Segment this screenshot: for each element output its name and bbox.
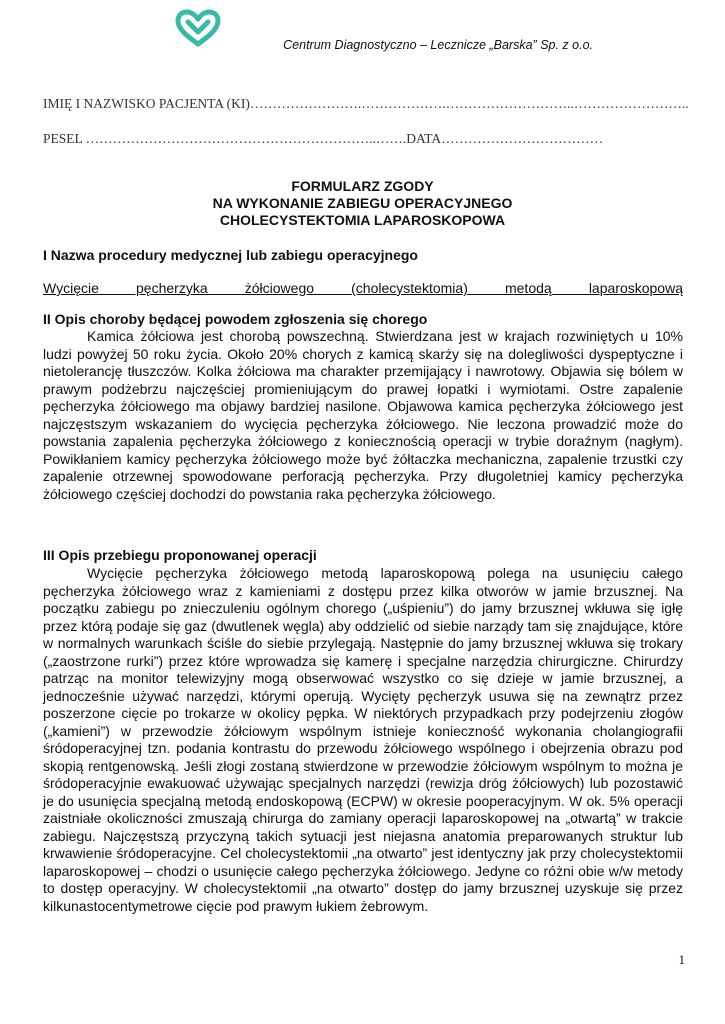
page-number: 1	[678, 952, 685, 967]
section-2-heading: II Opis choroby będącej powodem zgłoszenia się chorego	[43, 311, 428, 327]
section-1-heading: I Nazwa procedury medycznej lub zabiegu operacyjnego	[43, 247, 418, 263]
patient-name-field[interactable]: IMIĘ I NAZWISKO PACJENTA (KI)…………………….……………….………………………..……………………..	[43, 96, 689, 111]
center-name: Centrum Diagnostyczno – Lecznicze „Barska” Sp. z o.o.	[283, 38, 593, 52]
procedure-name: Wycięcie pęcherzyka żółciowego (cholecystektomia) metodą laparoskopową	[43, 280, 683, 296]
form-title-line-3: CHOLECYSTEKTOMIA LAPAROSKOPOWA	[219, 212, 506, 228]
form-title-line-1: FORMULARZ ZGODY	[291, 178, 434, 194]
form-title-line-2: NA WYKONANIE ZABIEGU OPERACYJNEGO	[212, 195, 513, 211]
heart-logo-icon	[172, 8, 224, 48]
disease-description: Kamica żółciowa jest chorobą powszechną. Stwierdzana jest w krajach rozwiniętych u 10% ludzi powyżej 50 roku życia. Około 20% chorych z kamicą skarży się na dolegliwości dyspeptyczne i nietolerancję tłuszczów. Kolka żółciowa ma charakter przemijający i nawrotowy. Objawia się bólem w prawym podżebrzu najczęściej promieniującym do prawej łopatki i wymiotami. Ostre zapalenie pęcherzyka żółciowego ma objawy bardziej nasilone. Objawowa kamica pęcherzyka żółciowego jest najczęstszym wskazaniem do wycięcia pęcherzyka żółciowego. Nie leczona prowadzić może do powstania zapalenia pęcherzyka żółciowego z koniecznością operacji w trybie doraźnym (nagłym). Powikłaniem kamicy pęcherzyka żółciowego może być żółtaczka mechaniczna, zapalenie trzustki czy zapalenie otrzewnej spowodowane perforacją pęcherzyka. Przy długoletniej kamicy pęcherzyka żółciowego częściej dochodzi do powstania raka pęcherzyka żółciowego.	[43, 328, 683, 502]
pesel-date-field[interactable]: PESEL ………………………………………………………..…….DATA………………………………	[43, 131, 604, 146]
form-title	[0, 178, 725, 229]
section-3-heading: III Opis przebiegu proponowanej operacji	[43, 547, 317, 563]
operation-description: Wycięcie pęcherzyka żółciowego metodą laparoskopową polega na usunięciu całego pęcherzyka żółciowego wraz z kamieniami z dostępu przez kilka otworów w jamie brzusznej. Na początku zabiegu po znieczuleniu ogólnym chorego („uśpieniu”) do jamy brzusznej wkłuwa się igłę przez którą podaje się gaz (dwutlenek węgla) aby oddzielić od siebie narządy tam się znajdujące, które w normalnych warunkach ściśle do siebie przylegają. Następnie do jamy brzusznej wkłuwa się trokary („zaostrzone rurki”) przez które wprowadza się kamerę i specjalne narzędzia chirurgiczne. Chirurdzy patrząc na monitor telewizyjny mogą obserwować wszystko co się dzieje w jamie brzusznej, a jednocześnie używać narzędzi, którymi operują. Wycięty pęcherzyk usuwa się na zewnątrz przez poszerzone cięcie po trokarze w okolicy pępka. W niektórych przypadkach przy podejrzeniu złogów („kamieni”) w przewodzie żółciowym wspólnym istnieje konieczność wykonania cholangiografii śródoperacyjnej tzn. podania kontrastu do przewodu żółciowego wspólnego i obejrzenia obrazu pod skopią rentgenowską. Jeśli złogi zostaną stwierdzone w przewodzie żółciowym wspólnym to można je śródoperacyjnie ewakuować używając specjalnych narzędzi (rewizja dróg żółciowych) lub pozostawić je do usunięcia specjalną metodą endoskopową (ECPW) w okresie pooperacyjnym. W ok. 5% operacji zaistniałe okoliczności zmuszają chirurga do zamiany operacji laparoskopowej na „otwartą” w trakcie zabiegu. Najczęstszą przyczyną takich sytuacji jest niejasna anatomia preparowanych struktur lub krwawienie śródoperacyjne. Cel cholecystektomii „na otwarto” jest identyczny jak przy cholecystektomii laparoskopowej – chodzi o usunięcie całego pęcherzyka żółciowego. Jedyne co różni obie w/w metody to dostęp operacyjny. W cholecystektomii „na otwarto” dostęp do jamy brzusznej uzyskuje się przez kilkunastocentymetrowe cięcie pod prawym łukiem żebrowym.	[43, 565, 683, 914]
